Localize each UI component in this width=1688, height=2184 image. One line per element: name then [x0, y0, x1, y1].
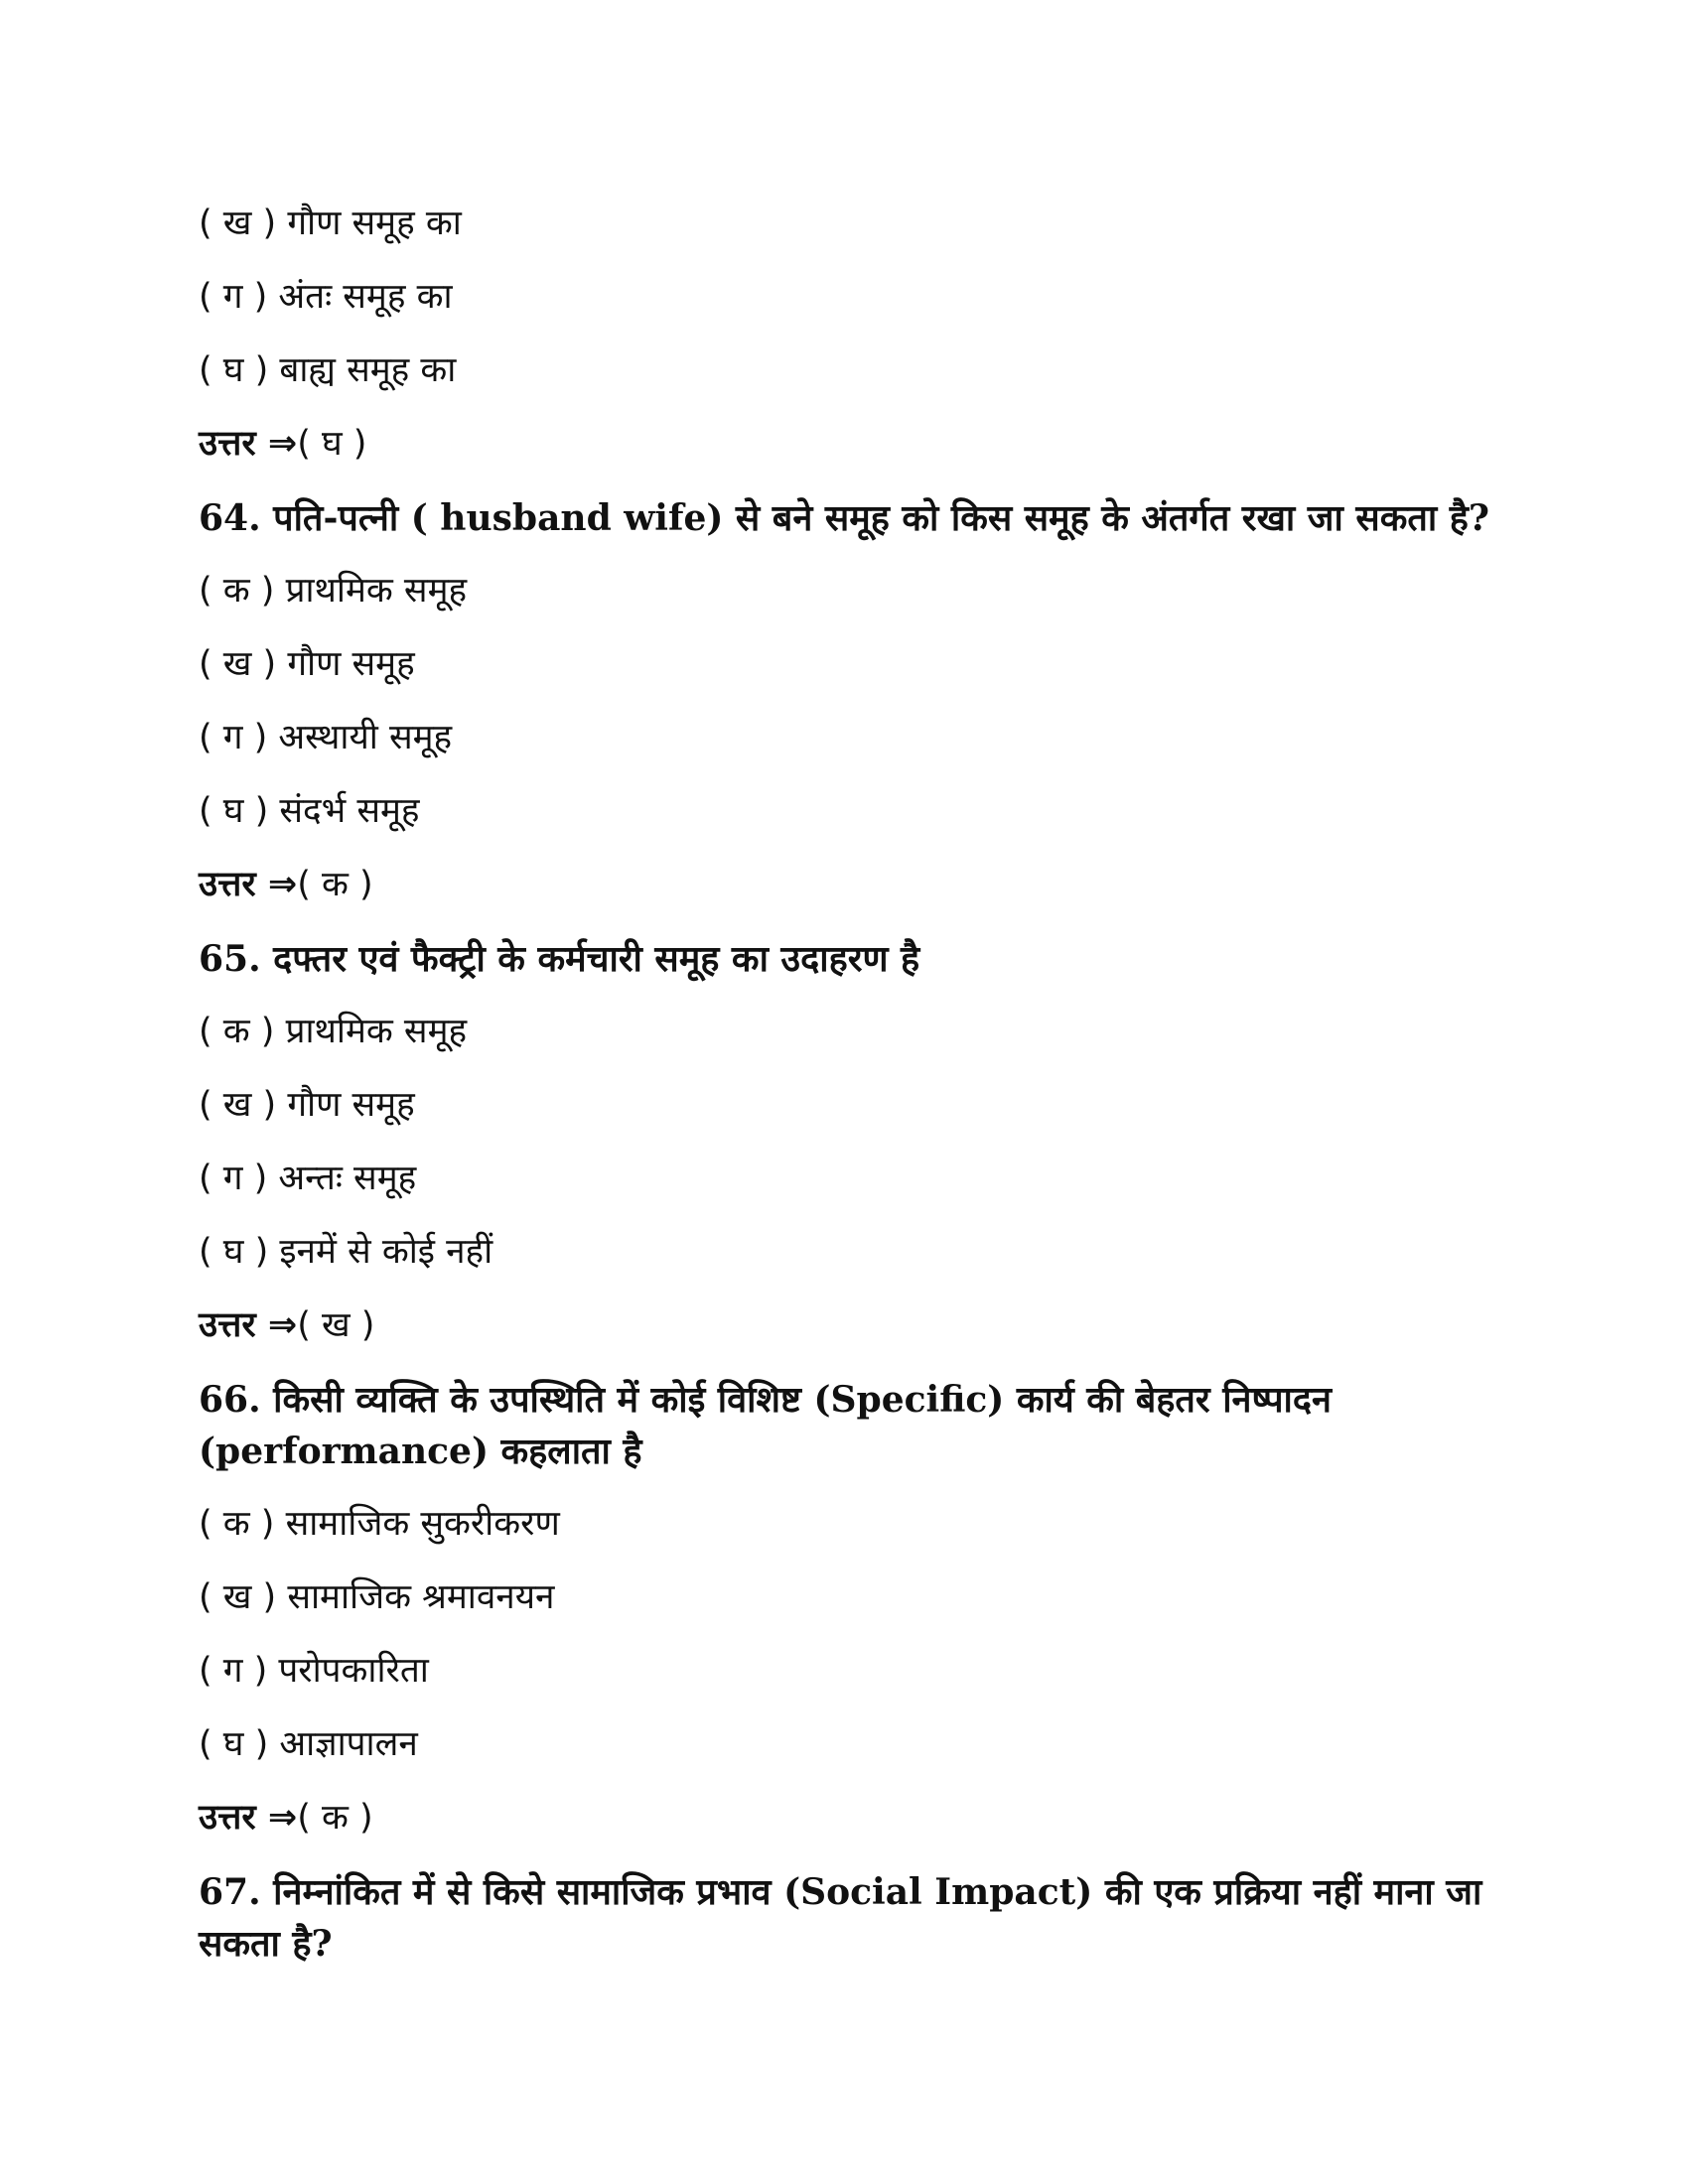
- question-66: 66. किसी व्यक्ति के उपस्थिति में कोई विशिष्ट (Specific) कार्य की बेहतर निष्पादन (performance) कहलाता है: [199, 1379, 1332, 1472]
- answer-line: [199, 419, 1509, 466]
- answer-prefix: उत्तर ⇒: [199, 424, 298, 464]
- answer-choice: ( ख ): [297, 1305, 375, 1345]
- question-65: 65. दफ्तर एवं फैक्ट्री के कर्मचारी समूह का उदाहरण है: [199, 938, 920, 980]
- option-kha: ( ख ) सामाजिक श्रमावनयन: [199, 1577, 555, 1617]
- answer-choice: ( क ): [297, 1798, 373, 1838]
- option-gha: ( घ ) संदर्भ समूह: [199, 791, 420, 831]
- question-64: 64. पति-पत्नी ( husband wife) से बने समूह को किस समूह के अंतर्गत रखा जा सकता है?: [199, 497, 1489, 539]
- option-ga: ( ग ) अस्थायी समूह: [199, 718, 453, 757]
- answer-prefix: उत्तर ⇒: [199, 1305, 298, 1345]
- answer-line: [199, 1793, 1509, 1840]
- answer-line: [199, 1300, 1509, 1347]
- option-ga: ( ग ) अंतः समूह का: [199, 277, 453, 317]
- option-ga: ( ग ) परोपकारिता: [199, 1651, 429, 1691]
- option-kha: ( ख ) गौण समूह का: [199, 204, 462, 243]
- option-gha: ( घ ) इनमें से कोई नहीं: [199, 1232, 493, 1272]
- option-ka: ( क ) सामाजिक सुकरीकरण: [199, 1504, 560, 1544]
- option-kha: ( ख ) गौण समूह: [199, 1085, 415, 1125]
- option-kha: ( ख ) गौण समूह: [199, 644, 415, 684]
- answer-choice: ( क ): [297, 865, 373, 904]
- answer-line: [199, 860, 1509, 906]
- answer-prefix: उत्तर ⇒: [199, 865, 298, 904]
- answer-choice: ( घ ): [297, 424, 367, 464]
- option-gha: ( घ ) आज्ञापालन: [199, 1724, 418, 1764]
- option-ka: ( क ) प्राथमिक समूह: [199, 1012, 468, 1051]
- option-ga: ( ग ) अन्तः समूह: [199, 1159, 417, 1198]
- option-ka: ( क ) प्राथमिक समूह: [199, 571, 468, 611]
- answer-prefix: उत्तर ⇒: [199, 1798, 298, 1838]
- question-67: 67. निम्नांकित में से किसे सामाजिक प्रभाव (Social Impact) की एक प्रक्रिया नहीं माना जा सकता है?: [199, 1871, 1482, 1965]
- option-gha: ( घ ) बाह्य समूह का: [199, 350, 457, 390]
